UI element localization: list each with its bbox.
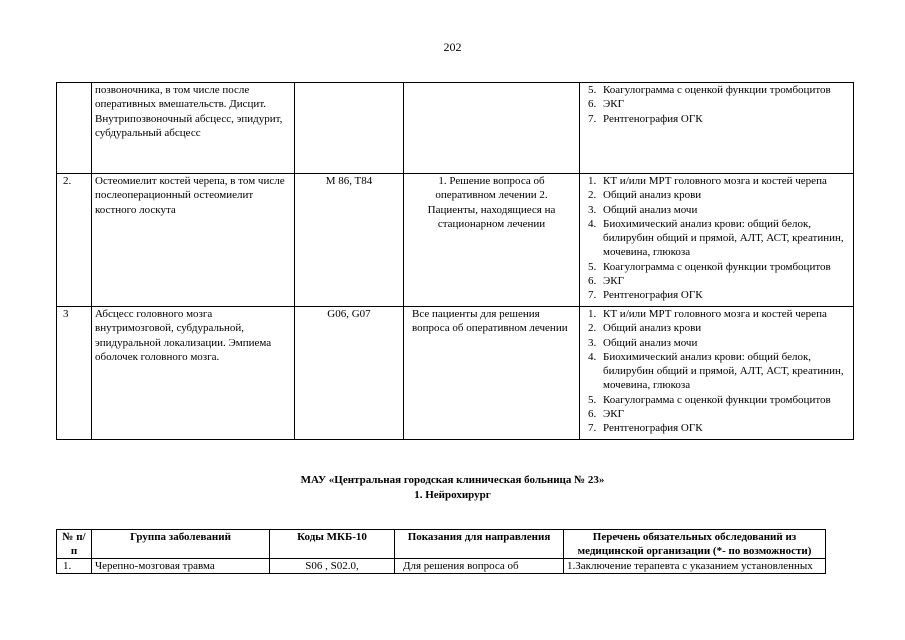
header-num: № п/п (57, 530, 92, 559)
icd-codes: M 86, T84 (295, 174, 404, 307)
row-number: 2. (57, 174, 92, 307)
neurosurgeon-table (56, 529, 826, 574)
table-row (57, 559, 826, 574)
row-number (57, 83, 92, 174)
exam-list (583, 307, 850, 436)
row-number: 3 (57, 307, 92, 440)
icd-codes: G06, G07 (295, 307, 404, 440)
exam-list (583, 174, 850, 303)
exam-item: 7. Рентгенография ОГК (588, 289, 703, 302)
row-number: 1. (57, 559, 92, 574)
exam-list-cell (580, 83, 854, 174)
exam-item: 3. Общий анализ мочи (588, 203, 698, 216)
header-group: Группа заболеваний (92, 530, 270, 559)
disease-group: Черепно-мозговая травма (92, 559, 270, 574)
table-row (57, 174, 854, 307)
exam-list-cell (580, 174, 854, 307)
exam-item: 2. Общий анализ крови (588, 322, 702, 335)
exam-item: 7. Рентгенография ОГК (588, 112, 703, 125)
department-heading: 1. Нейрохирург (414, 489, 491, 501)
exam-item: 5. Коагулограмма с оценкой функции тромбоцитов (588, 84, 831, 96)
exam-item: 6. ЭКГ (588, 98, 624, 111)
header-exams: Перечень обязательных обследований из медицинской организации (*- по возможности) (564, 530, 826, 559)
header-row (57, 530, 826, 559)
header-codes: Коды МКБ-10 (270, 530, 395, 559)
referral-table (56, 82, 854, 440)
icd-codes (295, 83, 404, 174)
table-row (57, 307, 854, 440)
exam-item: 2. Общий анализ крови (588, 189, 702, 202)
exam-item: 5. Коагулограмма с оценкой функции тромбоцитов (588, 393, 831, 406)
page-number: 202 (443, 40, 462, 54)
exam-list (583, 83, 850, 126)
exam-item: 6. ЭКГ (588, 408, 624, 421)
disease-group: Абсцесс головного мозга внутримозговой, субдуральной, эпидуральной локализации. Эмпиема оболочек головного мозга. (92, 307, 295, 440)
disease-group: позвоночника, в том числе после оперативных вмешательств. Дисцит. Внутрипозвоночный абсцесс, эпидурит, субдуральный абсцесс (92, 83, 295, 174)
exam-list-cell: 1.Заключение терапевта с указанием установленных (564, 559, 826, 574)
indications: Все пациенты для решения вопроса об оперативном лечении (404, 307, 580, 440)
header-indications: Показания для направления (395, 530, 564, 559)
indications: 1. Решение вопроса об оперативном лечении 2. Пациенты, находящиеся на стационарном лечении (404, 174, 580, 307)
exam-item: 1. КТ и/или МРТ головного мозга и костей черепа (588, 308, 827, 320)
disease-group: Остеомиелит костей черепа, в том числе послеоперационный остеомиелит костного лоскута (92, 174, 295, 307)
exam-item: 1. КТ и/или МРТ головного мозга и костей черепа (588, 175, 827, 187)
indications: Для решения вопроса об (395, 559, 564, 574)
exam-item: 5. Коагулограмма с оценкой функции тромбоцитов (588, 260, 831, 273)
exam-item: 7. Рентгенография ОГК (588, 422, 703, 435)
exam-list-cell (580, 307, 854, 440)
exam-item: 4. Биохимический анализ крови: общий белок, билирубин общий и прямой, АЛТ, АСТ, креатинин, мочевина, глюкоза (588, 350, 844, 392)
table-row (57, 83, 854, 174)
hospital-heading: МАУ «Центральная городская клиническая больница № 23» (300, 474, 605, 486)
exam-item: 4. Биохимический анализ крови: общий белок, билирубин общий и прямой, АЛТ, АСТ, креатинин, мочевина, глюкоза (588, 217, 844, 259)
exam-item: 6. ЭКГ (588, 275, 624, 288)
indications (404, 83, 580, 174)
exam-item: 3. Общий анализ мочи (588, 336, 698, 349)
icd-codes: S06 , S02.0, (270, 559, 395, 574)
